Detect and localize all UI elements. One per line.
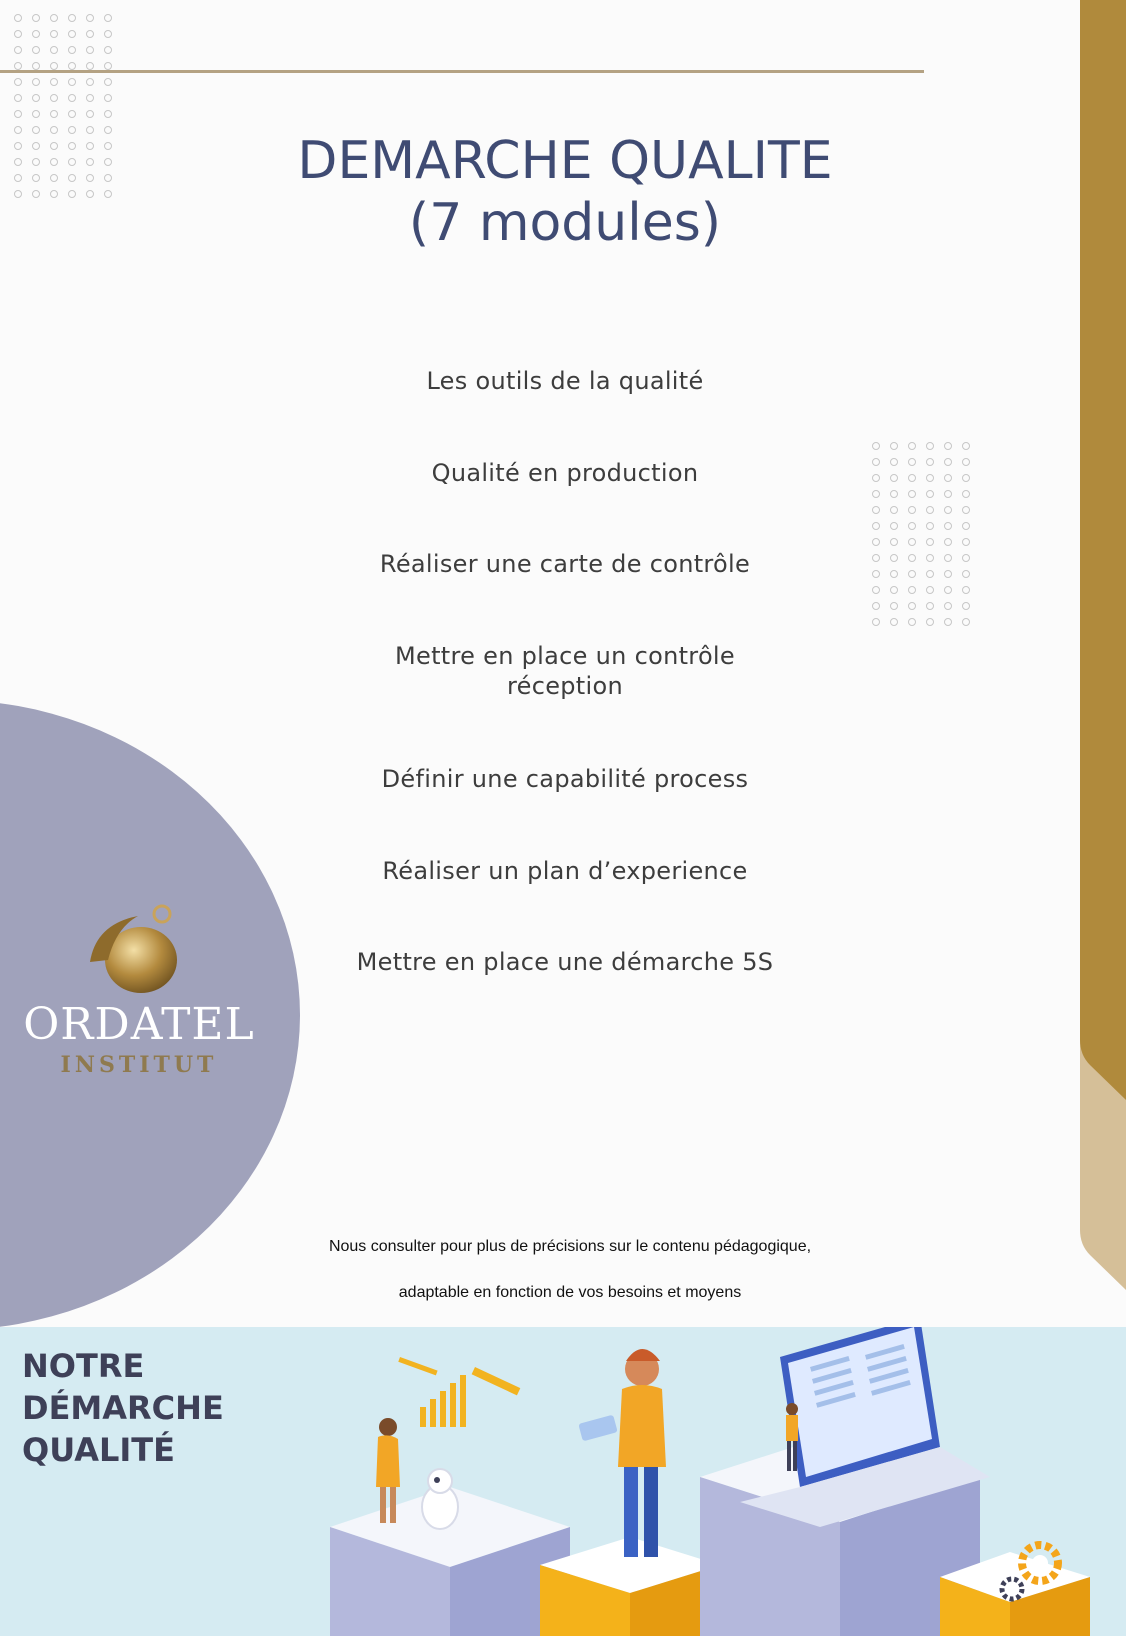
dot	[104, 78, 112, 86]
dot	[50, 126, 58, 134]
dot	[104, 142, 112, 150]
dot	[962, 506, 970, 514]
dot	[50, 158, 58, 166]
dot	[86, 126, 94, 134]
dot	[872, 602, 880, 610]
module-item: Réaliser un plan d’experience	[382, 857, 748, 885]
logo-subtitle: INSTITUT	[60, 1052, 218, 1078]
dot	[50, 174, 58, 182]
dot	[14, 158, 22, 166]
dot	[86, 110, 94, 118]
dot	[32, 94, 40, 102]
dot	[872, 586, 880, 594]
dot	[872, 554, 880, 562]
dot-pattern-top-left	[14, 14, 122, 198]
dot	[926, 458, 934, 466]
dot	[872, 570, 880, 578]
dot	[68, 126, 76, 134]
dot	[104, 14, 112, 22]
dot	[944, 522, 952, 530]
dot	[944, 602, 952, 610]
module-item: Mettre en place une démarche 5S	[356, 948, 774, 976]
dot	[908, 522, 916, 530]
dot	[872, 538, 880, 546]
dot	[14, 142, 22, 150]
dot	[50, 94, 58, 102]
dot	[944, 586, 952, 594]
dot	[86, 158, 94, 166]
dot	[50, 142, 58, 150]
dot	[944, 474, 952, 482]
module-item: Qualité en production	[431, 459, 699, 487]
dot	[944, 490, 952, 498]
dot	[872, 474, 880, 482]
dot	[926, 554, 934, 562]
dot	[86, 30, 94, 38]
dot	[32, 78, 40, 86]
quality-illustration-icon	[300, 1327, 1126, 1636]
banner-title-line-1: NOTRE	[22, 1347, 145, 1385]
dot	[86, 78, 94, 86]
dot	[962, 570, 970, 578]
dot	[50, 190, 58, 198]
dot	[68, 14, 76, 22]
dot-pattern-right	[872, 442, 980, 626]
dot	[890, 474, 898, 482]
bottom-banner	[0, 1327, 1126, 1636]
dot	[14, 190, 22, 198]
dot	[68, 46, 76, 54]
dot	[962, 442, 970, 450]
dot	[926, 538, 934, 546]
dot	[908, 538, 916, 546]
dot	[104, 62, 112, 70]
dot	[962, 458, 970, 466]
dot	[926, 506, 934, 514]
dot	[32, 174, 40, 182]
dot	[14, 94, 22, 102]
dot	[890, 586, 898, 594]
dot	[962, 522, 970, 530]
dot	[50, 30, 58, 38]
dot	[68, 62, 76, 70]
dot	[14, 30, 22, 38]
dot	[14, 110, 22, 118]
dot	[962, 490, 970, 498]
dot	[68, 142, 76, 150]
dot	[908, 570, 916, 578]
dot	[944, 458, 952, 466]
dot	[32, 142, 40, 150]
dot	[872, 522, 880, 530]
dot	[104, 46, 112, 54]
dot	[14, 126, 22, 134]
dot	[86, 94, 94, 102]
dot	[104, 158, 112, 166]
dot	[890, 506, 898, 514]
dot	[926, 522, 934, 530]
dot	[32, 190, 40, 198]
dot	[104, 174, 112, 182]
banner-title	[22, 1345, 282, 1471]
dot	[908, 554, 916, 562]
dot	[962, 554, 970, 562]
dot	[14, 78, 22, 86]
dot	[872, 458, 880, 466]
dot	[944, 618, 952, 626]
dot	[926, 570, 934, 578]
dot	[926, 618, 934, 626]
dot	[14, 62, 22, 70]
module-item: Définir une capabilité process	[381, 765, 749, 793]
dot	[890, 490, 898, 498]
dot	[890, 602, 898, 610]
title-line-2: (7 modules)	[408, 193, 722, 253]
dot	[908, 474, 916, 482]
dot	[50, 110, 58, 118]
note-line-1: Nous consulter pour plus de précisions sur le contenu pédagogique,	[328, 1238, 812, 1255]
dot	[890, 442, 898, 450]
dot	[962, 602, 970, 610]
dot	[908, 442, 916, 450]
title-line-1: DEMARCHE QUALITE	[297, 131, 833, 191]
dot	[50, 46, 58, 54]
dot	[944, 506, 952, 514]
dot	[944, 538, 952, 546]
dot	[872, 618, 880, 626]
dot	[908, 586, 916, 594]
dot	[14, 174, 22, 182]
module-item: Réaliser une carte de contrôle	[379, 550, 751, 578]
dot	[32, 14, 40, 22]
module-item: Mettre en place un contrôle réception	[395, 642, 735, 700]
dot	[86, 62, 94, 70]
dot	[908, 458, 916, 466]
dot	[104, 30, 112, 38]
top-rule	[0, 70, 924, 73]
banner-title-line-3: QUALITÉ	[22, 1431, 175, 1469]
dot	[908, 506, 916, 514]
dot	[86, 46, 94, 54]
logo-name: ORDATEL	[23, 999, 255, 1050]
dot	[50, 14, 58, 22]
dot	[14, 14, 22, 22]
dot	[944, 442, 952, 450]
dot	[32, 158, 40, 166]
dot	[908, 602, 916, 610]
dot	[104, 190, 112, 198]
banner-title-line-2: DÉMARCHE	[22, 1389, 224, 1427]
note-line-2: adaptable en fonction de vos besoins et moyens	[398, 1284, 742, 1301]
dot	[32, 110, 40, 118]
dot	[926, 586, 934, 594]
module-item: Les outils de la qualité	[426, 367, 704, 395]
dot	[926, 474, 934, 482]
dot	[104, 94, 112, 102]
dot	[926, 602, 934, 610]
dot	[68, 110, 76, 118]
dot	[890, 538, 898, 546]
dot	[908, 618, 916, 626]
dot	[962, 618, 970, 626]
dot	[50, 62, 58, 70]
dot	[68, 78, 76, 86]
dot	[872, 442, 880, 450]
dot	[890, 458, 898, 466]
page-title	[200, 130, 930, 254]
dot	[68, 30, 76, 38]
dot	[962, 474, 970, 482]
dot	[32, 30, 40, 38]
dot	[68, 190, 76, 198]
dot	[944, 554, 952, 562]
dot	[890, 522, 898, 530]
dot	[86, 14, 94, 22]
dot	[86, 142, 94, 150]
gold-side-strip	[1080, 0, 1126, 1290]
dot	[890, 554, 898, 562]
dot	[14, 46, 22, 54]
dot	[926, 490, 934, 498]
dot	[944, 570, 952, 578]
dot	[50, 78, 58, 86]
dot	[890, 570, 898, 578]
dot	[872, 490, 880, 498]
dot	[68, 158, 76, 166]
dot	[32, 62, 40, 70]
dot	[86, 190, 94, 198]
dot	[104, 126, 112, 134]
dot	[86, 174, 94, 182]
dot	[890, 618, 898, 626]
dot	[962, 538, 970, 546]
dot	[104, 110, 112, 118]
dot	[962, 586, 970, 594]
dot	[68, 174, 76, 182]
dot	[32, 46, 40, 54]
dot	[908, 490, 916, 498]
dot	[68, 94, 76, 102]
dot	[32, 126, 40, 134]
ordatel-logo-icon	[86, 902, 186, 1002]
dot	[872, 506, 880, 514]
dot	[926, 442, 934, 450]
